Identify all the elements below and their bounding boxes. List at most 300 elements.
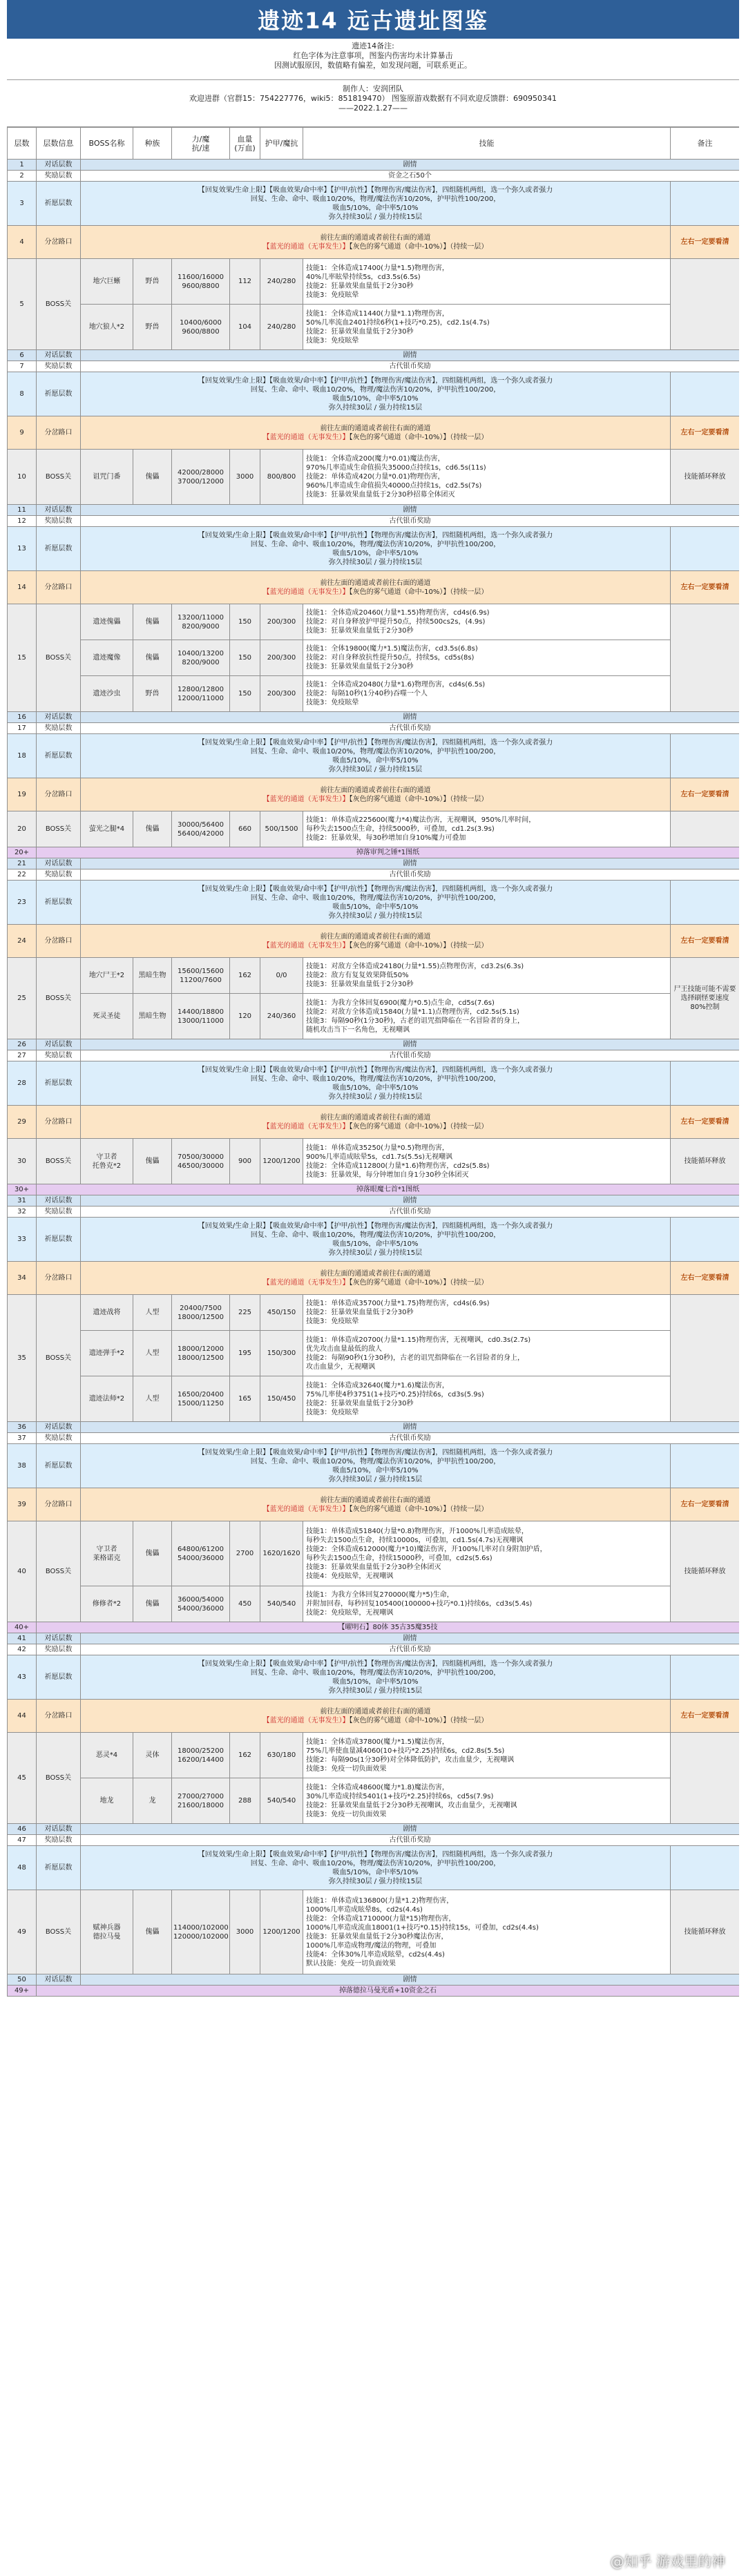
floor-number: 17 <box>8 723 37 734</box>
boss-stats: 16500/20400 15000/11250 <box>172 1376 230 1422</box>
boss-skills: 技能1：为我方全体回复6900(魔力*0.5)点生命，cd5s(7.6s) 技能2：对敌方全体造成15840(力量*1.1)点物理伤害，cd2.5s(5.1s) 技能3：每隔90秒(1分30秒)，古老的诅咒指降临在一名冒险者的身上， 随机攻击当下一名角色，无视嘲讽 <box>303 994 671 1039</box>
branch-blue-path: 【蓝光的通道（无事发生）】 <box>262 1505 350 1513</box>
buff-line: 吸血5/10%，命中率5/10% <box>332 204 419 212</box>
branch-options <box>81 1262 671 1295</box>
dialog-text: 剧情 <box>81 1633 740 1644</box>
buff-line: 【回复效果/生命上限】【吸血效果/命中率】【护甲/抗性】【物理伤害/魔法伤害】，四组随机两组，选一个弥久或者强力 <box>198 1850 553 1858</box>
buff-line: 【回复效果/生命上限】【吸血效果/命中率】【护甲/抗性】【物理伤害/魔法伤害】，四组随机两组，选一个弥久或者强力 <box>198 1066 553 1074</box>
boss-row <box>8 811 740 847</box>
wish-buffs <box>81 527 671 571</box>
boss-stats: 11600/16000 9600/8800 <box>172 259 230 305</box>
floor-info: BOSS关 <box>37 811 81 847</box>
dialog-row <box>8 1633 740 1644</box>
boss-name: 地穴巨蜥 <box>81 259 133 305</box>
notes-block <box>7 39 739 80</box>
floor-number: 30+ <box>8 1184 37 1195</box>
boss-name: 地穴尸王*2 <box>81 958 133 994</box>
wish-buffs <box>81 1061 671 1106</box>
floor-number: 2 <box>8 171 37 182</box>
remark-cell <box>671 1733 740 1824</box>
floor-info: 分岔路口 <box>37 226 81 259</box>
buff-line: 弥久持续30层 / 强力持续15层 <box>328 1475 423 1483</box>
boss-stats: 12800/12800 12000/11000 <box>172 676 230 712</box>
floor-info: 祈愿层数 <box>37 881 81 925</box>
boss-hp: 120 <box>230 994 260 1039</box>
remark-cell: 左右一定要看清 <box>671 1106 740 1139</box>
watermark: @知乎 游戏里的神 <box>610 2553 725 2570</box>
remark-cell: 左右一定要看清 <box>671 226 740 259</box>
floor-info: 对话层数 <box>37 1633 81 1644</box>
buff-line: 弥久持续30层 / 强力持续15层 <box>328 1686 423 1695</box>
floor-info: 对话层数 <box>37 505 81 516</box>
floor-number: 23 <box>8 881 37 925</box>
floor-number: 9 <box>8 416 37 450</box>
boss-race: 傀儡 <box>133 640 172 676</box>
boss-armor: 240/280 <box>260 259 303 305</box>
floor-number: 15 <box>8 604 37 712</box>
floor-info: BOSS关 <box>37 450 81 505</box>
floor-number: 10 <box>8 450 37 505</box>
boss-race: 野兽 <box>133 259 172 305</box>
buff-line: 弥久持续30层 / 强力持续15层 <box>328 1877 423 1885</box>
boss-armor: 150/300 <box>260 1331 303 1376</box>
reward-text: 古代银币奖励 <box>81 1207 740 1218</box>
branch-row <box>8 1488 740 1521</box>
floor-info: 分岔路口 <box>37 571 81 604</box>
buff-line: 回复、生命、命中、吸血10/20%，物理/魔法伤害10/20%，护甲抗性100/200， <box>250 894 501 902</box>
remark-cell: 左右一定要看清 <box>671 1700 740 1733</box>
floor-info: 奖励层数 <box>37 171 81 182</box>
remark-cell <box>671 881 740 925</box>
floor-number: 4 <box>8 226 37 259</box>
floor-number: 19 <box>8 778 37 811</box>
buff-line: 吸血5/10%，命中率5/10% <box>332 1868 419 1876</box>
boss-stats: 15600/15600 11200/7600 <box>172 958 230 994</box>
drop-text: 掉落德拉马曼光盾+10资金之石 <box>37 1986 740 1997</box>
floor-number: 50 <box>8 1974 37 1986</box>
branch-gray-path: 【灰色的雾气通道（命中-10%）】（持续一层） <box>349 588 488 596</box>
boss-armor: 540/540 <box>260 1778 303 1824</box>
remark-cell <box>671 1444 740 1488</box>
boss-row <box>8 1139 740 1184</box>
floor-info: 奖励层数 <box>37 1207 81 1218</box>
branch-row <box>8 1262 740 1295</box>
buff-line: 弥久持续30层 / 强力持续15层 <box>328 213 423 221</box>
boss-stats: 10400/13200 8200/9000 <box>172 640 230 676</box>
branch-prompt: 前往左面的通道或者前往右面的通道 <box>320 579 431 587</box>
floor-info: 奖励层数 <box>37 361 81 372</box>
floor-info: BOSS关 <box>37 1295 81 1422</box>
floor-info: 祈愿层数 <box>37 527 81 571</box>
floor-number: 37 <box>8 1433 37 1444</box>
boss-stats: 36000/54000 54000/36000 <box>172 1586 230 1622</box>
drop-row <box>8 1986 740 1997</box>
floor-number: 40+ <box>8 1622 37 1633</box>
buff-line: 回复、生命、命中、吸血10/20%，物理/魔法伤害10/20%，护甲抗性100/200， <box>250 1859 501 1867</box>
dialog-row <box>8 1974 740 1986</box>
buff-line: 吸血5/10%，命中率5/10% <box>332 1084 419 1092</box>
floor-number: 30 <box>8 1139 37 1184</box>
reward-row <box>8 361 740 372</box>
branch-blue-path: 【蓝光的通道（无事发生）】 <box>262 433 350 441</box>
notes-line: 红色字体为注意事项，图鉴内伤害均未计算暴击 <box>293 51 453 60</box>
floor-number: 31 <box>8 1195 37 1207</box>
remark-cell <box>671 372 740 416</box>
boss-stats: 42000/28000 37000/12000 <box>172 450 230 505</box>
wish-buffs <box>81 372 671 416</box>
boss-race: 龙 <box>133 1778 172 1824</box>
boss-name: 恶灵*4 <box>81 1733 133 1778</box>
branch-options <box>81 416 671 450</box>
floor-number: 13 <box>8 527 37 571</box>
floor-info: 对话层数 <box>37 160 81 171</box>
notes-heading: 遗迹14备注: <box>352 41 394 50</box>
boss-hp: 150 <box>230 604 260 640</box>
boss-armor: 1200/1200 <box>260 1139 303 1184</box>
buff-line: 回复、生命、命中、吸血10/20%，物理/魔法伤害10/20%，护甲抗性100/200， <box>250 540 501 548</box>
wish-buffs <box>81 881 671 925</box>
dialog-text: 剧情 <box>81 712 740 723</box>
floor-number: 3 <box>8 182 37 226</box>
boss-name: 死灵圣徒 <box>81 994 133 1039</box>
branch-gray-path: 【灰色的雾气通道（命中-10%）】（持续一层） <box>349 433 488 441</box>
dialog-row <box>8 160 740 171</box>
dialog-text: 剧情 <box>81 1974 740 1986</box>
reward-row <box>8 1050 740 1061</box>
floor-info: BOSS关 <box>37 1890 81 1974</box>
boss-row <box>8 640 740 676</box>
floor-info: 祈愿层数 <box>37 182 81 226</box>
boss-row <box>8 305 740 350</box>
wish-row <box>8 1061 740 1106</box>
wish-buffs <box>81 1655 671 1700</box>
boss-hp: 150 <box>230 676 260 712</box>
branch-blue-path: 【蓝光的通道（无事发生）】 <box>262 941 350 950</box>
drop-row <box>8 1622 740 1633</box>
boss-armor: 200/300 <box>260 676 303 712</box>
boss-hp: 195 <box>230 1331 260 1376</box>
boss-row <box>8 1376 740 1422</box>
floor-info: 奖励层数 <box>37 723 81 734</box>
branch-gray-path: 【灰色的雾气通道（命中-10%）】（持续一层） <box>349 1505 488 1513</box>
boss-skills: 技能1：全体造成48600(魔力*1.8)魔法伤害， 30%几率造成持续5401(1+技巧*2.25)持续6s，cd5s(7.9s) 技能2：狂暴效果血量低于2分30秒无视嘲讽，攻击血量少，无视嘲讽 技能3：免疫一切负面效果 <box>303 1778 671 1824</box>
dialog-text: 剧情 <box>81 160 740 171</box>
wish-row <box>8 372 740 416</box>
floor-number: 33 <box>8 1218 37 1262</box>
reward-text: 古代银币奖励 <box>81 1644 740 1655</box>
boss-armor: 450/150 <box>260 1295 303 1331</box>
boss-stats: 114000/102000 120000/102000 <box>172 1890 230 1974</box>
boss-name: 守卫者 莱格诺克 <box>81 1521 133 1586</box>
buff-line: 弥久持续30层 / 强力持续15层 <box>328 1093 423 1101</box>
floor-number: 47 <box>8 1835 37 1846</box>
branch-options <box>81 1106 671 1139</box>
boss-skills: 技能1：单体造成136800(力量*1.2)物理伤害， 1000%几率造成眩晕8s，cd2s(4.4s) 技能2：全体造成1710000(力量*15)物理伤害， 1000%几率造成流血18001(1+技巧*0.15)持续15s，可叠加，cd2s(4.4s) 技能3：狂暴效果血量低于2分30秒魔法伤害， 1000%几率造成物理/魔法的物理，可叠加 技能4：全体30%几率造成眩晕，cd2s(4.4s) 默认技能：免疫一切负面效果 <box>303 1890 671 1974</box>
branch-blue-path: 【蓝光的通道（无事发生）】 <box>262 1278 350 1287</box>
floor-number: 46 <box>8 1824 37 1835</box>
credits-block <box>7 80 739 127</box>
floor-number: 8 <box>8 372 37 416</box>
wish-buffs <box>81 1846 671 1890</box>
floor-table <box>7 127 739 1997</box>
branch-prompt: 前往左面的通道或者前往右面的通道 <box>320 424 431 432</box>
branch-prompt: 前往左面的通道或者前往右面的通道 <box>320 1496 431 1504</box>
buff-line: 弥久持续30层 / 强力持续15层 <box>328 403 423 412</box>
boss-armor: 1200/1200 <box>260 1890 303 1974</box>
floor-number: 28 <box>8 1061 37 1106</box>
boss-race: 人型 <box>133 1331 172 1376</box>
remark-cell: 尸王技能可能不需要 选择刷怪要速度 80%控制 <box>671 958 740 1039</box>
branch-options <box>81 1700 671 1733</box>
boss-name: 修修者*2 <box>81 1586 133 1622</box>
floor-number: 11 <box>8 505 37 516</box>
boss-hp: 162 <box>230 1733 260 1778</box>
header-cell: BOSS名称 <box>81 128 133 160</box>
floor-info: 对话层数 <box>37 858 81 869</box>
reward-row <box>8 516 740 527</box>
dialog-row <box>8 1039 740 1050</box>
floor-number: 48 <box>8 1846 37 1890</box>
floor-number: 29 <box>8 1106 37 1139</box>
remark-cell <box>671 1061 740 1106</box>
boss-stats: 27000/27000 21600/18000 <box>172 1778 230 1824</box>
floor-number: 24 <box>8 925 37 958</box>
boss-armor: 1620/1620 <box>260 1521 303 1586</box>
boss-name: 遗迹沙虫 <box>81 676 133 712</box>
floor-number: 7 <box>8 361 37 372</box>
wish-row <box>8 881 740 925</box>
wish-buffs <box>81 734 671 778</box>
reward-text: 古代银币奖励 <box>81 1050 740 1061</box>
floor-number: 22 <box>8 869 37 881</box>
buff-line: 弥久持续30层 / 强力持续15层 <box>328 912 423 920</box>
boss-race: 傀儡 <box>133 1521 172 1586</box>
floor-number: 40 <box>8 1521 37 1622</box>
branch-options <box>81 1488 671 1521</box>
drop-text: 掉落审判之锤*1图纸 <box>37 847 740 858</box>
boss-skills: 技能1：单体造成225600(魔力*4)魔法伤害，无视嘲讽，950%几率时间， 每秒失去1500点生命，持续5000秒，可叠加，cd1.2s(3.9s) 技能2：狂暴效果，每30秒增加自身10%魔力可叠加 <box>303 811 671 847</box>
dialog-row <box>8 505 740 516</box>
remark-cell <box>671 1655 740 1700</box>
floor-number: 20+ <box>8 847 37 858</box>
floor-info: BOSS关 <box>37 259 81 350</box>
boss-name: 赋神兵器 德拉马曼 <box>81 1890 133 1974</box>
floor-number: 26 <box>8 1039 37 1050</box>
boss-skills: 技能1：单体造成20700(力量*1.15)物理伤害，无视嘲讽，cd0.3s(2.7s) 优先攻击血量最低的敌人 技能2：每隔90秒(1分30秒)，古老的诅咒指降临在一名冒险者的身上， 攻击血量少，无视嘲讽 <box>303 1331 671 1376</box>
boss-name: 遗迹法师*2 <box>81 1376 133 1422</box>
branch-blue-path: 【蓝光的通道（无事发生）】 <box>262 242 350 251</box>
boss-row <box>8 676 740 712</box>
boss-race: 傀儡 <box>133 1890 172 1974</box>
remark-cell: 左右一定要看清 <box>671 416 740 450</box>
buff-line: 回复、生命、命中、吸血10/20%，物理/魔法伤害10/20%，护甲抗性100/200， <box>250 747 501 756</box>
boss-skills: 技能1：全体造成200(魔力*0.01)魔法伤害， 970%几率造成生命值损失35000点持续1s，cd6.5s(11s) 技能2：单体造成420(力量*0.01)物理伤害， 960%几率造成生命值损失40000点持续1s，cd2.5s(7s) 技能3：狂暴效果血量低于2分30秒招募全体团灭 <box>303 450 671 505</box>
remark-cell <box>671 604 740 712</box>
floor-number: 39 <box>8 1488 37 1521</box>
floor-info: 祈愿层数 <box>37 1061 81 1106</box>
remark-cell <box>671 182 740 226</box>
remark-cell: 左右一定要看清 <box>671 925 740 958</box>
reward-text: 古代银币奖励 <box>81 1835 740 1846</box>
boss-stats: 20400/7500 18000/12500 <box>172 1295 230 1331</box>
notes-line: 因测试服原因，数值略有偏差，如发现问题，可联系更正。 <box>274 61 472 70</box>
floor-info: 祈愿层数 <box>37 1444 81 1488</box>
floor-info: 分岔路口 <box>37 416 81 450</box>
branch-prompt: 前往左面的通道或者前往右面的通道 <box>320 233 431 242</box>
drop-row <box>8 1184 740 1195</box>
buff-line: 【回复效果/生命上限】【吸血效果/命中率】【护甲/抗性】【物理伤害/魔法伤害】，四组随机两组，选一个弥久或者强力 <box>198 186 553 194</box>
branch-gray-path: 【灰色的雾气通道（命中-10%）】（持续一层） <box>349 1278 488 1287</box>
floor-number: 42 <box>8 1644 37 1655</box>
floor-info: 分岔路口 <box>37 1262 81 1295</box>
boss-race: 傀儡 <box>133 604 172 640</box>
branch-row <box>8 1106 740 1139</box>
reward-text: 古代银币奖励 <box>81 1433 740 1444</box>
wish-row <box>8 182 740 226</box>
boss-hp: 900 <box>230 1139 260 1184</box>
branch-row <box>8 925 740 958</box>
reward-text: 资金之石50个 <box>81 171 740 182</box>
branch-prompt: 前往左面的通道或者前往右面的通道 <box>320 1113 431 1122</box>
remark-cell <box>671 734 740 778</box>
boss-name: 遗迹傀儡 <box>81 604 133 640</box>
boss-armor: 200/300 <box>260 604 303 640</box>
floor-number: 20 <box>8 811 37 847</box>
floor-number: 49 <box>8 1890 37 1974</box>
floor-info: 分岔路口 <box>37 778 81 811</box>
wish-buffs <box>81 182 671 226</box>
buff-line: 弥久持续30层 / 强力持续15层 <box>328 558 423 566</box>
buff-line: 吸血5/10%，命中率5/10% <box>332 903 419 911</box>
boss-skills: 技能1：全体造成32640(魔力*1.6)魔法伤害， 75%几率使4秒3751(1+技巧*0.25)持续6s，cd3s(5.9s) 技能2：狂暴效果血量低于2分30秒 技能3：免疫眩晕 <box>303 1376 671 1422</box>
boss-name: 地龙 <box>81 1778 133 1824</box>
remark-cell: 技能循环释放 <box>671 1139 740 1184</box>
wish-row <box>8 1444 740 1488</box>
branch-blue-path: 【蓝光的通道（无事发生）】 <box>262 1122 350 1131</box>
boss-hp: 450 <box>230 1586 260 1622</box>
buff-line: 【回复效果/生命上限】【吸血效果/命中率】【护甲/抗性】【物理伤害/魔法伤害】，四组随机两组，选一个弥久或者强力 <box>198 531 553 539</box>
header-cell: 技能 <box>303 128 671 160</box>
branch-prompt: 前往左面的通道或者前往右面的通道 <box>320 1269 431 1278</box>
boss-armor: 540/540 <box>260 1586 303 1622</box>
header-cell: 血量 (万血) <box>230 128 260 160</box>
boss-armor: 0/0 <box>260 958 303 994</box>
wish-row <box>8 1218 740 1262</box>
branch-row <box>8 416 740 450</box>
buff-line: 吸血5/10%，命中率5/10% <box>332 1466 419 1474</box>
reward-row <box>8 1644 740 1655</box>
buff-line: 吸血5/10%，命中率5/10% <box>332 394 419 403</box>
remark-cell: 技能循环释放 <box>671 450 740 505</box>
boss-skills: 技能1：全体造成11440(力量*1.1)物理伤害， 50%几率流血2401持续6秒(1+技巧*0.25)，cd2.1s(4.7s) 技能2：狂暴效果血量低于2分30秒 技能3：免疫眩晕 <box>303 305 671 350</box>
boss-row <box>8 1733 740 1778</box>
floor-info: 奖励层数 <box>37 869 81 881</box>
branch-prompt: 前往左面的通道或者前往右面的通道 <box>320 786 431 794</box>
boss-hp: 288 <box>230 1778 260 1824</box>
floor-info: 奖励层数 <box>37 1050 81 1061</box>
boss-skills: 技能1：全体造成37800(魔力*1.5)魔法伤害， 75%几率使血量减4060(10+技巧*2.25)持续6s，cd2.8s(5.5s) 技能2：每隔90s(1分30秒)对全体降低防护，攻击血量少，无视嘲讽 技能3：免疫一切负面效果 <box>303 1733 671 1778</box>
header-row <box>8 128 740 160</box>
floor-info: 奖励层数 <box>37 1835 81 1846</box>
boss-hp: 165 <box>230 1376 260 1422</box>
dialog-row <box>8 858 740 869</box>
boss-skills: 技能1：单体造成35700(力量*1.75)物理伤害，cd4s(6.9s) 技能2：狂暴效果血量低于2分30秒 技能3：免疫眩晕 <box>303 1295 671 1331</box>
branch-options <box>81 571 671 604</box>
branch-row <box>8 226 740 259</box>
boss-skills: 技能1：对敌方全体造成24180(力量*1.55)点物理伤害，cd3.2s(6.3s) 技能2：敌方有复复效果降低50% 技能3：狂暴效果血量低于2分30秒 <box>303 958 671 994</box>
boss-armor: 240/360 <box>260 994 303 1039</box>
reward-row <box>8 869 740 881</box>
floor-number: 35 <box>8 1295 37 1422</box>
header-cell: 护甲/魔抗 <box>260 128 303 160</box>
reward-row <box>8 171 740 182</box>
branch-gray-path: 【灰色的雾气通道（命中-10%）】（持续一层） <box>349 941 488 950</box>
dialog-text: 剧情 <box>81 858 740 869</box>
boss-name: 遗迹魔像 <box>81 640 133 676</box>
floor-number: 12 <box>8 516 37 527</box>
branch-gray-path: 【灰色的雾气通道（命中-10%）】（持续一层） <box>349 795 488 803</box>
buff-line: 吸血5/10%，命中率5/10% <box>332 1678 419 1686</box>
boss-skills: 技能1：单体造成51840(力量*0.8)物理伤害，开1000%几率造成眩晕， 每秒失去1500点生命，持续10000s，可叠加，cd1.5s(4.7s)无视嘲讽 技能2：全体造成612000(魔力*10)魔法伤害，开100%几率对自身附加护盾， 每秒失去1500点生命，持续15000秒，可叠加，cd2s(5.6s) 技能3：狂暴效果血量低于2分30秒全体团灭 技能4：免疫眩晕，无视嘲讽 <box>303 1521 671 1586</box>
boss-race: 人型 <box>133 1376 172 1422</box>
floor-number: 32 <box>8 1207 37 1218</box>
remark-cell: 左右一定要看清 <box>671 1488 740 1521</box>
remark-cell <box>671 1846 740 1890</box>
boss-hp: 104 <box>230 305 260 350</box>
boss-name: 地穴狼人*2 <box>81 305 133 350</box>
floor-info: 奖励层数 <box>37 1644 81 1655</box>
wish-row <box>8 527 740 571</box>
buff-line: 回复、生命、命中、吸血10/20%，物理/魔法伤害10/20%，护甲抗性100/200， <box>250 1231 501 1239</box>
floor-number: 36 <box>8 1422 37 1433</box>
branch-gray-path: 【灰色的雾气通道（命中-10%）】（持续一层） <box>349 242 488 251</box>
boss-name: 萤光之腿*4 <box>81 811 133 847</box>
drop-text: 掉落眼魔七首*1图纸 <box>37 1184 740 1195</box>
boss-hp: 660 <box>230 811 260 847</box>
boss-hp: 225 <box>230 1295 260 1331</box>
boss-stats: 18000/25200 16200/14400 <box>172 1733 230 1778</box>
boss-race: 野兽 <box>133 305 172 350</box>
dialog-text: 剧情 <box>81 350 740 361</box>
floor-number: 18 <box>8 734 37 778</box>
boss-row <box>8 450 740 505</box>
reward-text: 古代银币奖励 <box>81 516 740 527</box>
floor-number: 1 <box>8 160 37 171</box>
reward-row <box>8 1835 740 1846</box>
dialog-text: 剧情 <box>81 1039 740 1050</box>
dialog-text: 剧情 <box>81 1824 740 1835</box>
branch-blue-path: 【蓝光的通道（无事发生）】 <box>262 1716 350 1724</box>
floor-info: 对话层数 <box>37 1974 81 1986</box>
floor-info: 对话层数 <box>37 712 81 723</box>
buff-line: 回复、生命、命中、吸血10/20%，物理/魔法伤害10/20%，护甲抗性100/200， <box>250 195 501 203</box>
branch-row <box>8 778 740 811</box>
buff-line: 吸血5/10%，命中率5/10% <box>332 1240 419 1248</box>
boss-hp: 112 <box>230 259 260 305</box>
boss-hp: 3000 <box>230 450 260 505</box>
boss-hp: 2700 <box>230 1521 260 1586</box>
boss-row <box>8 1331 740 1376</box>
boss-row <box>8 1586 740 1622</box>
floor-number: 44 <box>8 1700 37 1733</box>
boss-armor: 200/300 <box>260 640 303 676</box>
floor-info: 奖励层数 <box>37 1433 81 1444</box>
boss-stats: 14400/18800 13000/11000 <box>172 994 230 1039</box>
floor-info: 祈愿层数 <box>37 1846 81 1890</box>
remark-cell: 左右一定要看清 <box>671 778 740 811</box>
dialog-row <box>8 1422 740 1433</box>
buff-line: 回复、生命、命中、吸血10/20%，物理/魔法伤害10/20%，护甲抗性100/200， <box>250 1457 501 1465</box>
